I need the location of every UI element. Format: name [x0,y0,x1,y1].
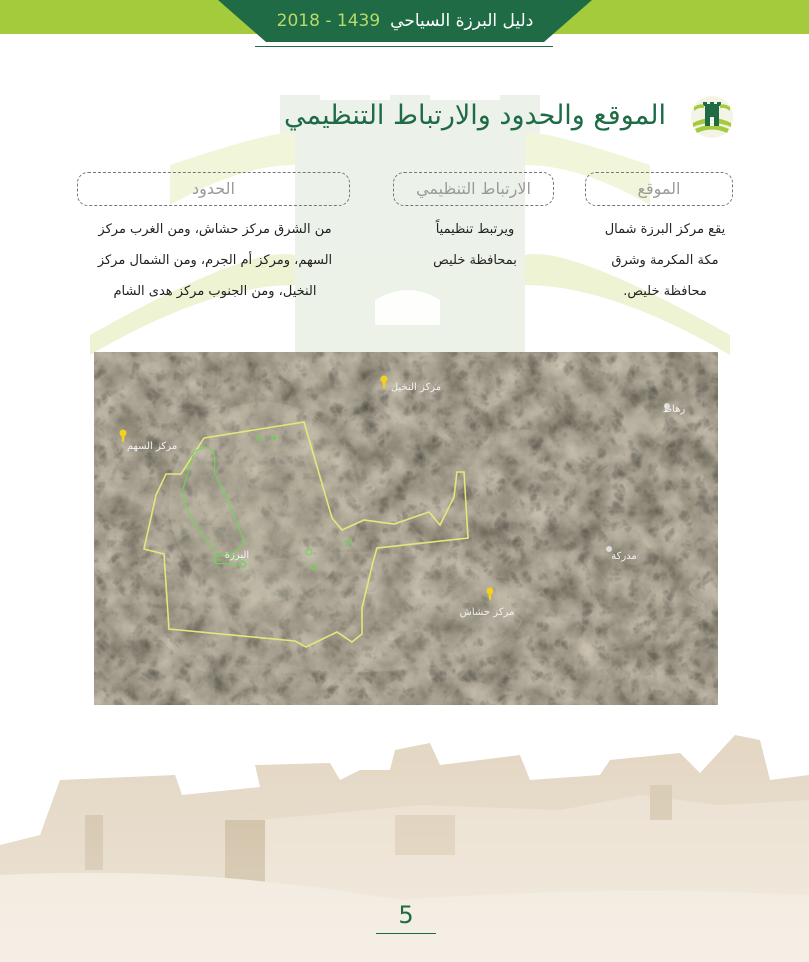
guide-years: 1439 - 2018 [276,11,381,31]
map-label-raha: رهاط [662,404,686,415]
affiliation-text [400,214,550,276]
location-line: مكة المكرمة وشرق [611,253,719,268]
borders-heading: الحدود [77,172,350,206]
map-label-hashash: مركز حشاش [459,607,515,618]
map-label-barzah: البرزة [224,550,250,561]
map-label-nakheel: مركز النخيل [390,382,442,393]
satellite-map [94,352,718,705]
page-number-underline [376,933,436,934]
location-line: محافظة خليص. [623,284,707,299]
borders-line: من الشرق مركز حشاش، ومن الغرب مركز [98,222,332,237]
map-label-mudrika: مدركة [611,551,637,562]
borders-line: السهم، ومركز أم الجرم، ومن الشمال مركز [97,253,333,268]
albarzah-emblem-icon [690,95,734,139]
guide-title: دليل البرزة السياحي [390,11,534,31]
location-text [585,214,745,307]
header-underline [255,46,553,47]
map-label-sahm: مركز السهم [126,441,178,452]
header-text [225,6,585,36]
location-heading: الموقع [585,172,733,206]
section-title: الموقع والحدود والارتباط التنظيمي [283,100,666,131]
affiliation-line: بمحافظة خليص [433,253,517,268]
page-number: 5 [398,901,414,929]
affiliation-heading: الارتباط التنظيمي [393,172,554,206]
borders-text [80,214,350,307]
affiliation-line: ويرتبط تنظيمياً [435,222,515,237]
location-line: يقع مركز البرزة شمال [604,222,726,237]
borders-line: النخيل، ومن الجنوب مركز هدى الشام [113,284,317,299]
